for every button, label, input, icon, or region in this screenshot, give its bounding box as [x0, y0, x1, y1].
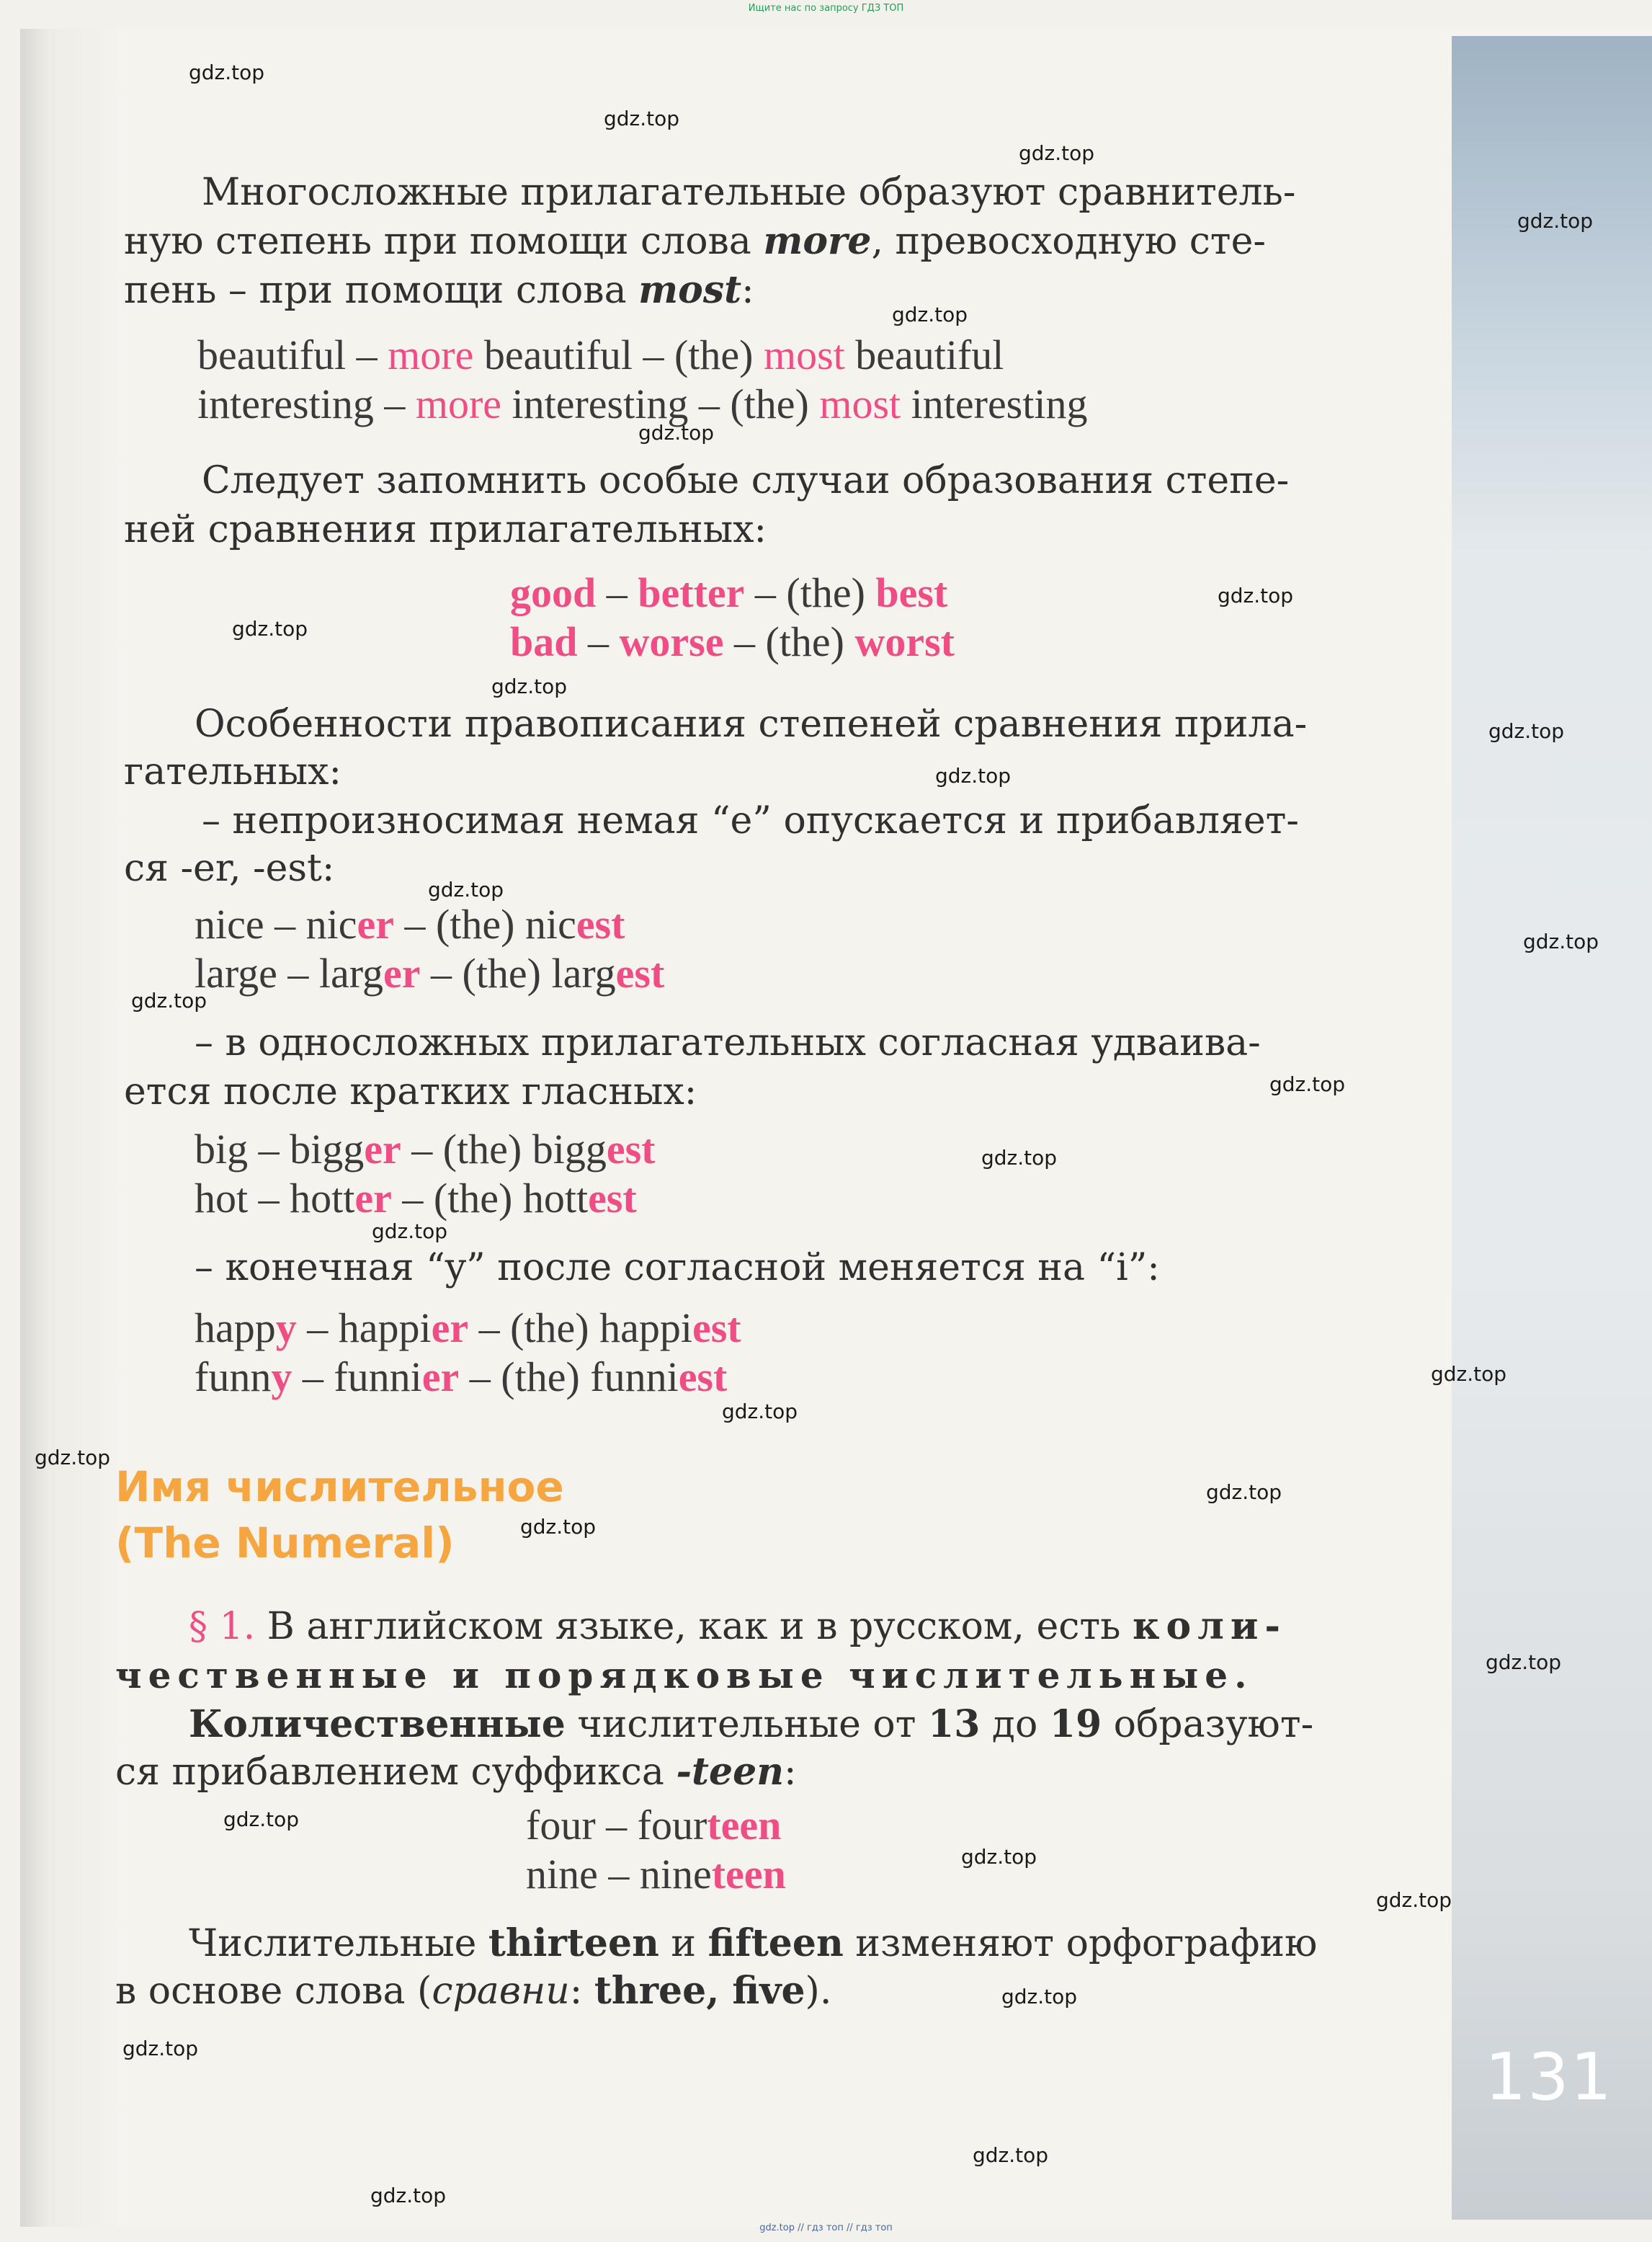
rule-line: – конечная “y” после согласной меняется на “i”:	[195, 1246, 1160, 1289]
example-nine: nine – nineteen	[526, 1851, 786, 1898]
paragraph-line: Количественные числительные от 13 до 19 образуют-	[189, 1702, 1314, 1746]
paragraph-line: Числительные thirteen и fifteen изменяют орфографию	[189, 1921, 1318, 1965]
example-hot: hot – hotter – (the) hottest	[195, 1175, 637, 1222]
rule-line: ется после кратких гласных:	[124, 1070, 697, 1113]
watermark: gdz.top	[1517, 209, 1594, 233]
example-funny: funny – funnier – (the) funniest	[195, 1353, 728, 1400]
watermark: gdz.top	[935, 764, 1012, 788]
paragraph-line: Следует запомнить особые случаи образования степе-	[202, 459, 1290, 502]
watermark: gdz.top	[638, 421, 715, 445]
example-interesting: interesting – more interesting – (the) most interesting	[197, 381, 1088, 427]
watermark: gdz.top	[122, 2037, 199, 2060]
watermark: gdz.top	[961, 1845, 1037, 1869]
page-number: 131	[1485, 2039, 1613, 2115]
watermark: gdz.top	[1019, 141, 1095, 165]
watermark: gdz.top	[189, 61, 265, 84]
watermark: gdz.top	[223, 1807, 300, 1831]
example-good: good – better – (the) best	[510, 569, 948, 616]
watermark: gdz.top	[232, 617, 308, 641]
watermark: gdz.top	[520, 1515, 597, 1539]
watermark: gdz.top	[131, 989, 207, 1013]
watermark: gdz.top	[1001, 1985, 1078, 2009]
section-heading-english: (The Numeral)	[115, 1518, 455, 1567]
text: :	[741, 269, 754, 312]
example-bad: bad – worse – (the) worst	[510, 618, 955, 665]
section-number: § 1.	[189, 1605, 256, 1648]
page-edge-strip	[1452, 36, 1652, 2220]
paragraph-line	[124, 219, 1266, 264]
watermark: gdz.top	[1486, 1650, 1562, 1674]
keyword-more: more	[763, 219, 872, 263]
watermark: gdz.top	[491, 675, 568, 698]
watermark: gdz.top	[428, 878, 504, 902]
watermark: gdz.top	[973, 2143, 1049, 2167]
keyword-most: most	[638, 268, 742, 312]
text: Многосложные прилагательные образуют сравнитель-	[202, 171, 1296, 214]
paragraph-line: гательных:	[124, 750, 342, 793]
watermark: gdz.top	[604, 107, 680, 130]
watermark: gdz.top	[1431, 1362, 1507, 1386]
rule-line: – в односложных прилагательных согласная удваива-	[195, 1021, 1261, 1064]
paragraph-line: чественные и порядковые числительные.	[115, 1654, 1254, 1696]
example-beautiful: beautiful – more beautiful – (the) most beautiful	[197, 332, 1004, 378]
watermark: gdz.top	[1523, 930, 1599, 953]
rule-line: ся -er, -est:	[124, 847, 335, 890]
bottom-banner: gdz.top // гдз топ // гдз топ	[759, 2223, 893, 2233]
watermark: gdz.top	[722, 1400, 798, 1423]
example-big: big – bigger – (the) biggest	[195, 1126, 656, 1173]
watermark: gdz.top	[981, 1146, 1058, 1170]
example-large: large – larger – (the) largest	[195, 950, 665, 997]
paragraph-line: § 1. В английском языке, как и в русском, есть коли-	[189, 1604, 1287, 1648]
text: , превосходную сте-	[871, 220, 1266, 263]
watermark: gdz.top	[35, 1446, 111, 1469]
watermark: gdz.top	[1269, 1072, 1346, 1096]
paragraph-line: Особенности правописания степеней сравнения прила-	[195, 703, 1308, 746]
watermark: gdz.top	[372, 1219, 448, 1243]
paragraph-line: ся прибавлением суффикса -teen:	[115, 1750, 797, 1794]
paragraph-line	[124, 268, 754, 313]
example-nice: nice – nicer – (the) nicest	[195, 901, 625, 948]
watermark: gdz.top	[1218, 584, 1294, 608]
section-heading: Имя числительное	[115, 1462, 564, 1511]
rule-line: – непроизносимая немая “e” опускается и прибавляет-	[202, 799, 1299, 842]
text: пень – при помощи слова	[124, 269, 639, 312]
watermark: gdz.top	[1376, 1888, 1452, 1912]
watermark: gdz.top	[1488, 719, 1565, 743]
text: ную степень при помощи слова	[124, 220, 764, 263]
example-four: four – fourteen	[526, 1802, 782, 1849]
paragraph-line: ней сравнения прилагательных:	[124, 508, 767, 551]
watermark: gdz.top	[370, 2184, 447, 2207]
watermark: gdz.top	[1206, 1480, 1282, 1504]
watermark: gdz.top	[892, 303, 968, 326]
example-happy: happy – happier – (the) happiest	[195, 1304, 741, 1351]
paragraph-line: в основе слова (сравни: three, five).	[115, 1969, 832, 2013]
paragraph-line	[202, 170, 1295, 215]
top-banner: Ищите нас по запросу ГДЗ ТОП	[748, 3, 904, 14]
